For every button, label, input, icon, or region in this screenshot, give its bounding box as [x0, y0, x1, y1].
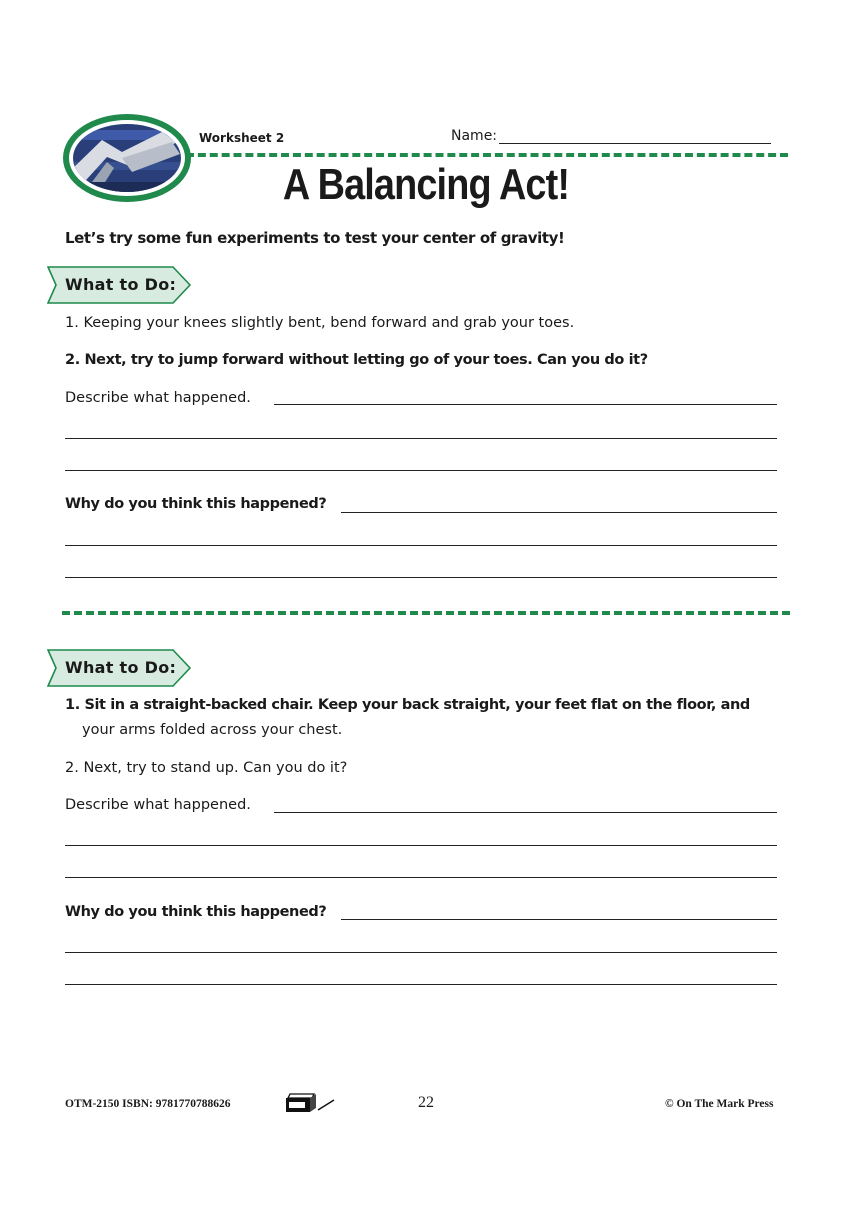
- answer-line[interactable]: [274, 404, 777, 405]
- step-1-text: 1. Sit in a straight-backed chair. Keep your back straight, your feet flat on the floor, and: [65, 697, 750, 713]
- step-1-continued: your arms folded across your chest.: [82, 722, 343, 738]
- answer-line[interactable]: [65, 952, 777, 953]
- name-label: Name:: [451, 128, 498, 144]
- name-input-line[interactable]: [499, 143, 771, 144]
- page-number: 22: [418, 1094, 434, 1111]
- step-2-text: 2. Next, try to jump forward without letting go of your toes. Can you do it?: [65, 352, 648, 368]
- answer-line[interactable]: [274, 812, 777, 813]
- footer-code-isbn: OTM-2150 ISBN: 9781770788626: [65, 1098, 231, 1110]
- answer-line[interactable]: [341, 919, 777, 920]
- answer-line[interactable]: [65, 545, 777, 546]
- step-2-text: 2. Next, try to stand up. Can you do it?: [65, 760, 348, 776]
- section-dashed-divider: [62, 611, 790, 615]
- what-to-do-badge: [47, 266, 193, 304]
- describe-prompt: Describe what happened.: [65, 797, 251, 813]
- top-dashed-divider: [186, 153, 788, 157]
- answer-line[interactable]: [65, 577, 777, 578]
- answer-line[interactable]: [65, 845, 777, 846]
- answer-line[interactable]: [65, 984, 777, 985]
- why-prompt: Why do you think this happened?: [65, 496, 327, 512]
- answer-line[interactable]: [65, 877, 777, 878]
- what-to-do-badge: [47, 649, 193, 687]
- worksheet-label: Worksheet 2: [199, 131, 285, 145]
- badge-label: What to Do:: [65, 275, 177, 294]
- intro-text: Let’s try some fun experiments to test your center of gravity!: [65, 229, 565, 247]
- footer-copyright: © On The Mark Press: [665, 1098, 774, 1110]
- step-1-text: 1. Keeping your knees slightly bent, bend forward and grab your toes.: [65, 315, 575, 331]
- answer-line[interactable]: [65, 438, 777, 439]
- page-title: A Balancing Act!: [282, 160, 570, 209]
- answer-line[interactable]: [341, 512, 777, 513]
- describe-prompt: Describe what happened.: [65, 390, 251, 406]
- book-icon: [284, 1090, 336, 1114]
- answer-line[interactable]: [65, 470, 777, 471]
- badge-label: What to Do:: [65, 658, 177, 677]
- why-prompt: Why do you think this happened?: [65, 904, 327, 920]
